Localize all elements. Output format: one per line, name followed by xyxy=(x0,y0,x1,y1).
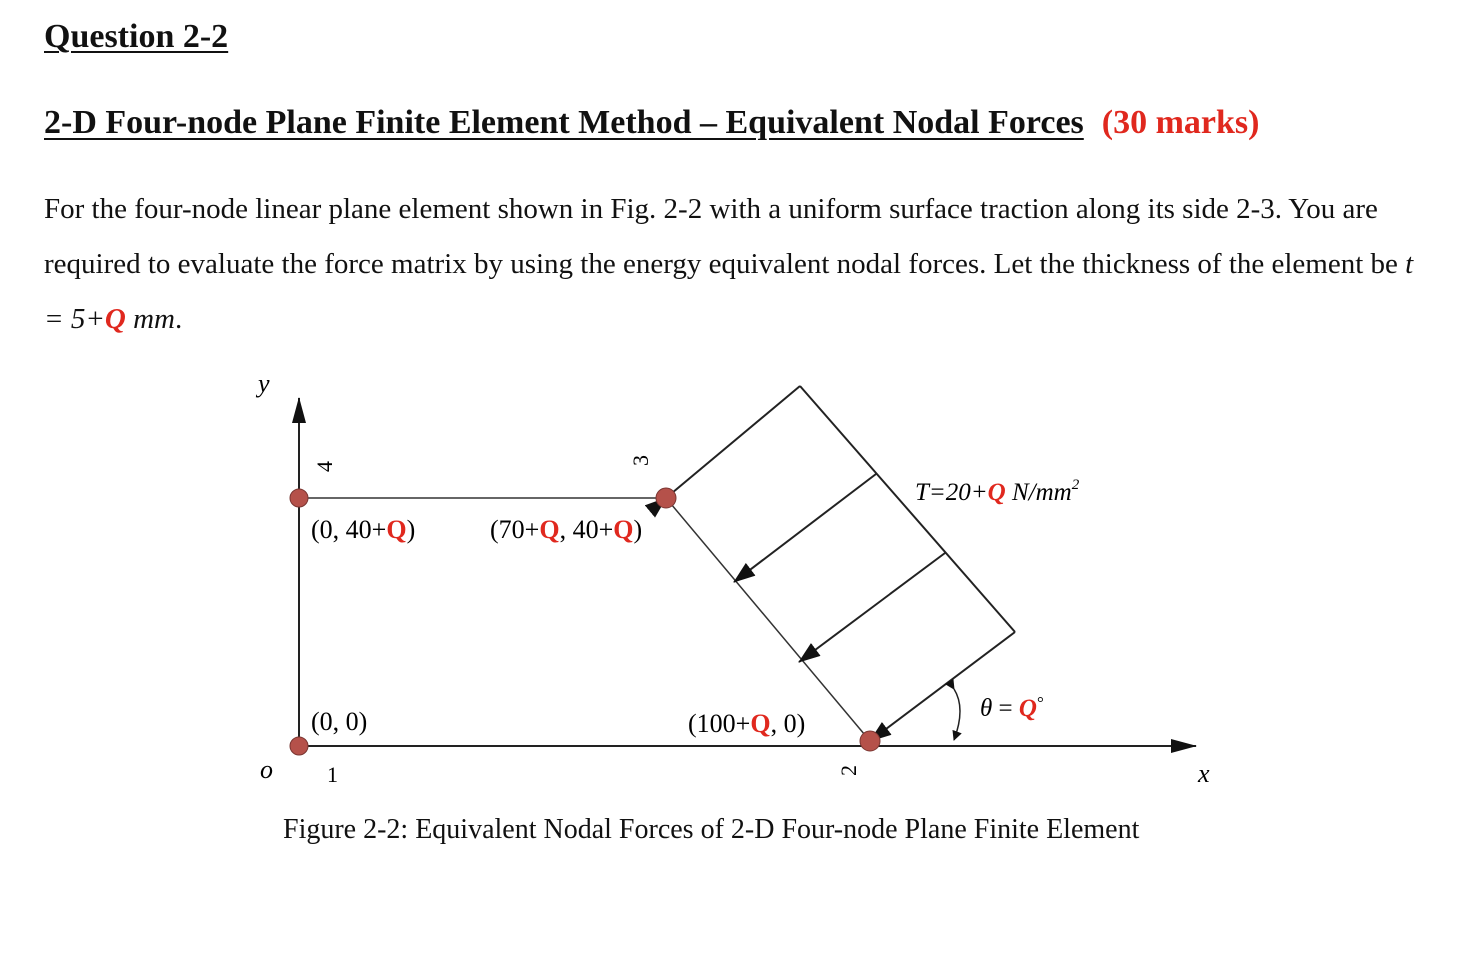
question-title: 2-D Four-node Plane Finite Element Method – Equivalent Nodal Forces xyxy=(44,104,1084,141)
origin-label: o xyxy=(260,755,273,784)
y-axis-label: y xyxy=(258,369,270,398)
node-4-number: 4 xyxy=(312,461,337,472)
node-2-number: 2 xyxy=(836,765,861,776)
problem-text: For the four-node linear plane element shown in Fig. 2-2 with a uniform surface traction along its side 2-3. You are required to evaluate the force matrix by using the energy equivalent nodal forces. Let the thickness of the element be xyxy=(44,193,1406,280)
edge-3-2 xyxy=(666,498,870,741)
figure-caption: Figure 2-2: Equivalent Nodal Forces of 2-D Four-node Plane Finite Element xyxy=(283,814,1140,845)
question-heading: Question 2-2 xyxy=(44,18,229,55)
thickness-variable: t xyxy=(1405,248,1414,280)
node-4-coords: (0, 40+Q) xyxy=(311,515,416,544)
angle-label: θ = Q° xyxy=(980,693,1044,722)
traction-band-bottom xyxy=(870,632,1015,741)
thickness-unit: mm xyxy=(125,303,175,335)
node-3-dot xyxy=(656,488,676,508)
thickness-q: Q xyxy=(104,303,126,335)
angle-arc xyxy=(954,689,960,740)
node-1-number: 1 xyxy=(327,762,338,787)
node-4-dot xyxy=(290,489,308,507)
node-3-number: 3 xyxy=(628,455,653,466)
traction-label: T=20+Q $N/mm^2$ xyxy=(915,477,1080,506)
node-3-coords: (70+Q, 40+Q) xyxy=(490,515,643,544)
node-1-coords: (0, 0) xyxy=(311,707,368,736)
traction-arrow-1 xyxy=(734,474,876,582)
marks-label: (30 marks) xyxy=(1101,104,1260,141)
thickness-equals: = 5+ xyxy=(44,303,105,335)
node-2-coords: (100+Q, 0) xyxy=(688,709,806,738)
traction-arrow-2 xyxy=(799,553,945,662)
x-axis-label: x xyxy=(1198,759,1210,788)
node-2-dot xyxy=(860,731,880,751)
node-1-dot xyxy=(290,737,308,755)
problem-period: . xyxy=(174,303,183,335)
traction-band-outer xyxy=(800,386,1015,632)
traction-band-top xyxy=(666,386,800,498)
